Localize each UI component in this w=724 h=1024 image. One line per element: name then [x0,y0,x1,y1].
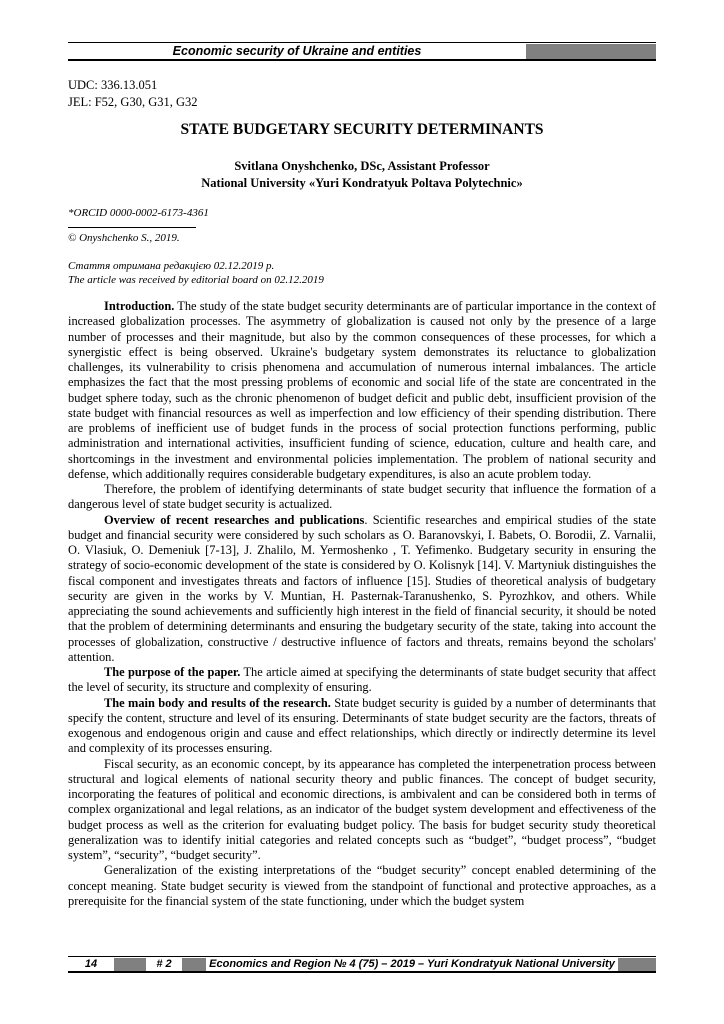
orcid: *ORCID 0000-0002-6173-4361 [68,207,209,219]
section-heading-main-body: The main body and results of the research. [104,695,331,710]
issue-number: # 2 [146,958,182,971]
article-body [68,299,656,909]
journal-footer-title: Economics and Region № 4 (75) – 2019 – Yuri Kondratyuk National University [206,958,618,971]
footer-rule-top [68,956,656,957]
section-heading-introduction: Introduction. [104,299,175,313]
paper-title: STATE BUDGETARY SECURITY DETERMINANTS [180,121,544,138]
header-rule-bottom [68,59,656,61]
paragraph-text: . Scientific researches and empirical studies of the state budget and financial security were considered by such scholars as O. Baranovskyi, I. Babets, O. Borodii, Z. Varnalii, O. Vlasiuk, O. Demeniuk [7-13], J. Zhalilo, M. Yermoshenko , T. Yefimenko. Budgetary security in ensuring the strategy of socio-economic development of the state is considered by O. Kolisnyk [14]. V. Martyniuk distinguishes the fiscal component and investigates threats and factors of influence [15]. Studies of theoretical analysis of budgetary security are given in the works by V. Muntian, H. Pasternak-Taranushenko, S. Pyrozhkov, and others. While appreciating the sound achievements and sufficiently high interest in the field of financial security, it should be noted that the problem of determining determinants and ensuring the budgetary security of the state, taking into account the processes of globalization, constructive / destructive influence of factors and threats, remains beyond the scholars' attention. [68,512,656,664]
section-heading-overview: Overview of recent researches and publications [104,512,365,527]
paragraph-introduction [68,299,656,482]
page-number: 14 [68,958,114,971]
paragraph-text: The study of the state budget security determinants are of particular importance in the context of increased globalization processes. The asymmetry of globalization is caused not only by the presence of a large number of processes and their magnitude, but also by the common consequences of these processes, for which a synergistic effect is being observed. Ukraine's budgetary system demonstrates its reluctance to globalization challenges, its vulnerability to crisis phenomena and accumulation of numerous internal imbalances. The article emphasizes the fact that the most pressing problems of economic and social life of the state are concentrated in the budget sphere today, such as the chronic phenomenon of budget deficit and public debt, insufficient provision of the state budget with financial resources as well as imperfection and low efficiency of their spending distribution. There are problems of inefficient use of budget funds in the process of social protection functions performing, public administration and international activities, insufficient funding of science, education, culture and health care, and shortcomings in the investment and environmental policies implementation. The problem of national security and defense, which additionally requires considerable budgetary expenditures, is also an acute problem today. [68,299,656,481]
paragraph-fiscal-security: Fiscal security, as an economic concept, by its appearance has completed the interpenetration process between structural and logical elements of national security theory and public finances. The concept of budget security, incorporating the features of political and economic directions, is ambivalent and can be considered both in terms of complex organizational and legal relations, as an indicator of the budget system development and effectiveness of the budget process as well as the criterion for evaluating budget policy. The basis for budget security study theoretical generalization was to identify initial categories and related concepts such as “budget”, “budget process”, “budget system”, “security”, “budget security”. [68,756,656,862]
udc-code: UDC: 336.13.051 [68,78,158,92]
author-affiliation: National University «Yuri Kondratyuk Poltava Polytechnic» [201,176,523,190]
received-note-en: The article was received by editorial board on 02.12.2019 [68,274,324,286]
jel-codes: JEL: F52, G30, G31, G32 [68,95,198,109]
copyright: © Onyshchenko S., 2019. [68,232,180,244]
footer-rule-bottom [68,971,656,973]
paragraph-generalization: Generalization of the existing interpretations of the “budget security” concept enabled determining of the concept meaning. State budget security is viewed from the standpoint of functional and protective approaches, as a prerequisite for the financial system of the state functioning, under which the budget system [68,863,656,908]
author-name: Svitlana Onyshchenko, DSc, Assistant Professor [234,159,490,173]
footnote-rule [68,227,196,228]
paragraph-purpose [68,665,656,696]
paragraph-main-body [68,696,656,757]
section-heading-purpose: The purpose of the paper. [104,665,241,679]
paragraph-overview [68,513,656,666]
paragraph-text: State budget security is guided by a number of determinants that specify the content, structure and level of its ensuring. Determinants of state budget security are the factors, threats of exogenous and endogenous origin and cause and effect relationships, which directly or indirectly determine its level and complexity of its processes ensuring. [68,695,656,756]
paragraph-therefore: Therefore, the problem of identifying determinants of state budget security that influence the formation of a dangerous level of state budget security is actualized. [68,482,656,512]
paragraph-text: The article aimed at specifying the determinants of state budget security that affect the level of security, its structure and complexity of ensuring. [68,665,656,695]
received-note-ua: Стаття отримана редакцією 02.12.2019 р. [68,260,275,272]
journal-section-title: Economic security of Ukraine and entities [172,44,422,58]
header-rule-top [68,42,656,43]
